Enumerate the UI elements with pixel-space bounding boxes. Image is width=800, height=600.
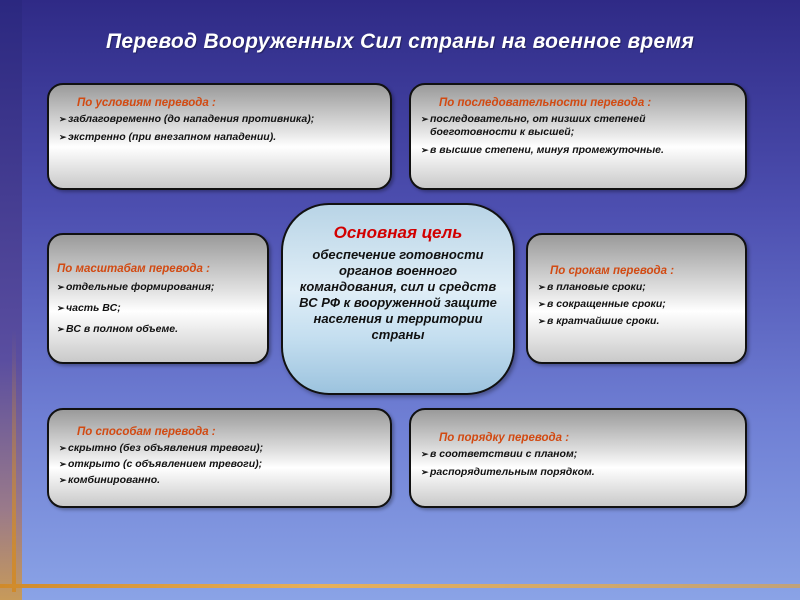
main-goal-title: Основная цель [333,223,463,242]
corner-accent-horizontal [0,584,800,588]
list-item: ➢ скрытно (без объявления тревоги); [59,442,264,454]
box-heading: По способам перевода : [77,426,216,438]
main-goal-box [281,203,515,395]
box-heading: По порядку перевода : [439,432,570,444]
bullet-arrow-icon: ➢ [538,316,546,326]
slide-title: Перевод Вооруженных Сил страны на военное время [105,30,695,53]
bullet-arrow-icon: ➢ [59,443,67,453]
bullet-arrow-icon: ➢ [538,299,546,309]
box-methods [47,408,392,508]
main-goal-text: обеспечение готовности органов военного командования, сил и средств ВС РФ к вооруженной защите населения и территории страны [299,247,497,342]
bullet-arrow-icon: ➢ [57,303,65,313]
box-heading: По срокам перевода : [550,265,675,277]
bullet-arrow-icon: ➢ [57,282,65,292]
box-procedure [409,408,747,508]
corner-accent-vertical [12,330,16,592]
list-item: ➢ ВС в полном объеме. [57,323,179,335]
box-heading: По масштабам перевода : [57,263,210,275]
bullet-arrow-icon: ➢ [538,282,546,292]
list-item: ➢ в кратчайшие сроки. [538,315,660,327]
list-item: ➢ комбинированно. [59,474,161,486]
list-item: ➢ отдельные формирования; [57,281,215,293]
list-item: ➢ в соответствии с планом; [421,448,578,460]
box-conditions [47,83,392,190]
bullet-arrow-icon: ➢ [59,459,67,469]
bullet-arrow-icon: ➢ [421,114,429,124]
list-item: ➢ открыто (с объявлением тревоги); [59,458,263,470]
list-item: ➢ распорядительным порядком. [421,466,595,478]
list-item: ➢ часть ВС; [57,302,121,314]
bullet-arrow-icon: ➢ [59,114,67,124]
bullet-arrow-icon: ➢ [59,475,67,485]
box-heading: По условиям перевода : [77,97,216,109]
bullet-arrow-icon: ➢ [57,324,65,334]
box-timing [526,233,747,364]
list-item: ➢ в плановые сроки; [538,281,646,293]
box-sequence [409,83,747,190]
list-item: ➢ последовательно, от низших степеней боеготовности к высшей; [421,113,646,138]
list-item: ➢ экстренно (при внезапном нападении). [59,131,277,143]
bullet-arrow-icon: ➢ [421,145,429,155]
bullet-arrow-icon: ➢ [59,132,67,142]
left-decor-bar [0,0,22,600]
box-scale [47,233,269,364]
bullet-arrow-icon: ➢ [421,467,429,477]
box-heading: По последовательности перевода : [439,97,652,109]
list-item: ➢ заблаговременно (до нападения противника); [59,113,315,125]
bullet-arrow-icon: ➢ [421,449,429,459]
list-item: ➢ в высшие степени, минуя промежуточные. [421,144,664,156]
list-item: ➢ в сокращенные сроки; [538,298,666,310]
